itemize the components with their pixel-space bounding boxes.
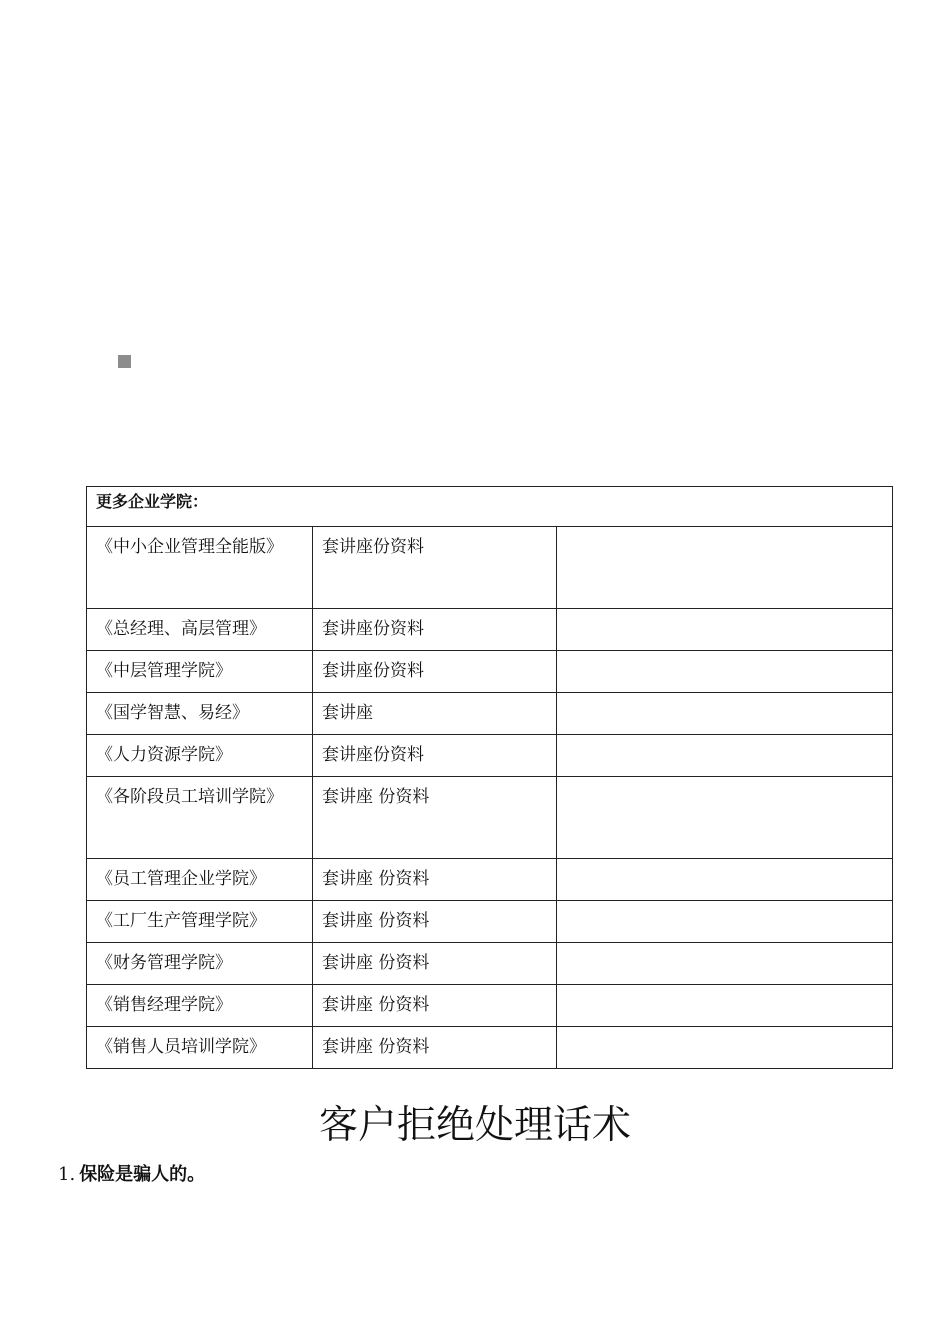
table-row: [87, 985, 893, 1027]
table-row: [87, 609, 893, 651]
course-title: 《员工管理企业学院》: [87, 859, 313, 901]
course-desc: 套讲座 份资料: [313, 985, 557, 1027]
section-number: 1.: [58, 1164, 76, 1185]
blank-cell: [557, 901, 893, 943]
course-desc: 套讲座份资料: [313, 609, 557, 651]
course-title: 《总经理、高层管理》: [87, 609, 313, 651]
course-title: 《各阶段员工培训学院》: [87, 777, 313, 859]
course-desc: 套讲座 份资料: [313, 901, 557, 943]
table-header: 更多企业学院：: [87, 487, 893, 527]
section-heading: [58, 1160, 205, 1190]
table-row: [87, 777, 893, 859]
course-title: 《销售经理学院》: [87, 985, 313, 1027]
blank-cell: [557, 777, 893, 859]
course-title: 《中层管理学院》: [87, 651, 313, 693]
course-desc: 套讲座 份资料: [313, 777, 557, 859]
blank-cell: [557, 693, 893, 735]
table-row: [87, 901, 893, 943]
blank-cell: [557, 985, 893, 1027]
blank-cell: [557, 527, 893, 609]
table-row: [87, 1027, 893, 1069]
course-desc: 套讲座份资料: [313, 651, 557, 693]
square-bullet-icon: [118, 355, 131, 368]
blank-cell: [557, 651, 893, 693]
table-row: [87, 943, 893, 985]
table-row: [87, 527, 893, 609]
course-desc: 套讲座 份资料: [313, 943, 557, 985]
table-row: [87, 859, 893, 901]
course-title: 《销售人员培训学院》: [87, 1027, 313, 1069]
blank-cell: [557, 735, 893, 777]
table-row: [87, 651, 893, 693]
table-header-row: [87, 487, 893, 527]
course-desc: 套讲座份资料: [313, 527, 557, 609]
blank-cell: [557, 859, 893, 901]
section-text: 保险是骗人的。: [79, 1164, 206, 1185]
table-row: [87, 735, 893, 777]
course-desc: 套讲座 份资料: [313, 859, 557, 901]
course-title: 《人力资源学院》: [87, 735, 313, 777]
course-title: 《中小企业管理全能版》: [87, 527, 313, 609]
course-title: 《工厂生产管理学院》: [87, 901, 313, 943]
course-title: 《财务管理学院》: [87, 943, 313, 985]
blank-cell: [557, 1027, 893, 1069]
blank-cell: [557, 609, 893, 651]
document-title: 客户拒绝处理话术: [318, 1103, 631, 1148]
blank-cell: [557, 943, 893, 985]
table-row: [87, 693, 893, 735]
course-desc: 套讲座份资料: [313, 735, 557, 777]
course-desc: 套讲座 份资料: [313, 1027, 557, 1069]
course-desc: 套讲座: [313, 693, 557, 735]
course-title: 《国学智慧、易经》: [87, 693, 313, 735]
academy-table: [86, 486, 893, 1069]
